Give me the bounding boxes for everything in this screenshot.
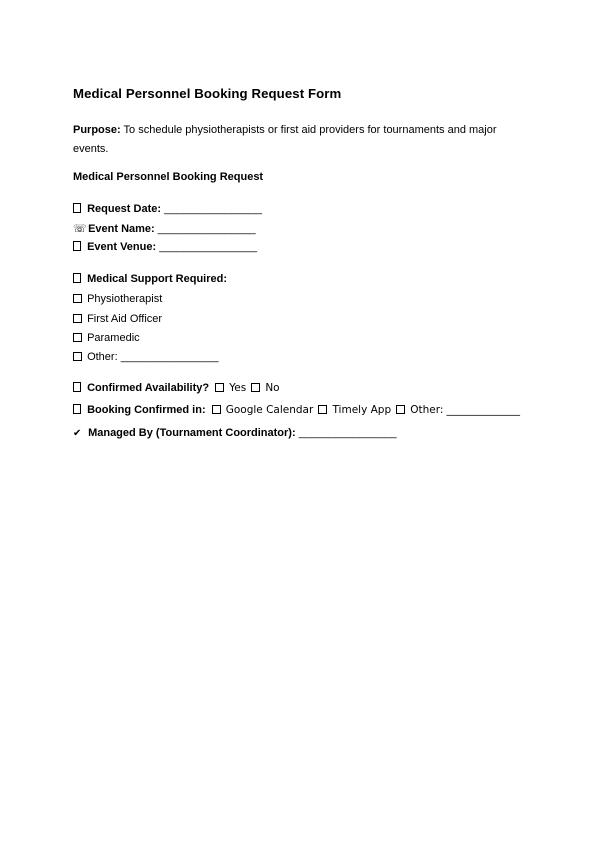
managed-by-field[interactable]: ________________ — [298, 427, 397, 439]
checkbox[interactable] — [73, 352, 82, 361]
page-title: Medical Personnel Booking Request Form — [73, 86, 342, 101]
medical-support-line — [73, 273, 227, 285]
option-label: Physiotherapist — [87, 293, 163, 305]
event-name-label: Event Name: — [88, 223, 155, 235]
request-date-field[interactable]: ________________ — [164, 203, 262, 215]
calendar-icon — [73, 203, 81, 213]
checkbox[interactable] — [73, 314, 82, 323]
option-label: Other: — [87, 351, 118, 363]
google-calendar-label: Google Calendar — [225, 404, 314, 416]
no-label: No — [265, 382, 280, 394]
request-date-label: Request Date: — [87, 203, 162, 215]
no-checkbox[interactable] — [251, 383, 260, 392]
option-label: First Aid Officer — [87, 313, 163, 325]
other-support-field[interactable]: ________________ — [120, 351, 219, 363]
telephone-icon: ☏ — [73, 222, 87, 235]
confirmed-availability-line — [73, 382, 280, 394]
availability-icon — [73, 382, 81, 392]
google-calendar-checkbox[interactable] — [212, 405, 221, 414]
timely-app-label: Timely App — [332, 404, 392, 416]
booking-icon — [73, 404, 81, 414]
purpose-paragraph — [73, 121, 533, 159]
managed-by-line — [73, 427, 397, 439]
support-option-other[interactable] — [73, 351, 219, 363]
other-booking-field[interactable]: ______________ — [446, 404, 520, 416]
checkbox[interactable] — [73, 333, 82, 342]
event-name-field[interactable]: ________________ — [157, 223, 256, 235]
event-venue-label: Event Venue: — [87, 241, 157, 253]
event-venue-line — [73, 241, 257, 253]
support-option-paramedic[interactable] — [73, 332, 140, 344]
support-option-first-aid-officer[interactable] — [73, 313, 162, 325]
request-date-line — [73, 203, 262, 215]
event-name-line — [73, 222, 256, 235]
check-mark-icon: ✔ — [73, 428, 82, 439]
checkbox[interactable] — [73, 294, 82, 303]
managed-by-label: Managed By (Tournament Coordinator): — [88, 427, 296, 439]
other-booking-checkbox[interactable] — [396, 405, 405, 414]
other-booking-label: Other: — [410, 404, 444, 416]
yes-label: Yes — [229, 382, 247, 394]
booking-confirmed-line — [73, 404, 520, 416]
timely-app-checkbox[interactable] — [318, 405, 327, 414]
medical-support-label: Medical Support Required: — [87, 273, 228, 285]
purpose-label: Purpose: — [73, 124, 121, 136]
purpose-text: To schedule physiotherapists or first aid providers for tournaments and major events. — [73, 124, 497, 155]
support-option-physiotherapist[interactable] — [73, 293, 162, 305]
booking-confirmed-label: Booking Confirmed in: — [87, 404, 206, 416]
section-heading: Medical Personnel Booking Request — [73, 171, 264, 183]
confirmed-availability-label: Confirmed Availability? — [87, 382, 210, 394]
yes-checkbox[interactable] — [215, 383, 224, 392]
medical-icon — [73, 273, 81, 283]
location-icon — [73, 241, 81, 251]
option-label: Paramedic — [87, 332, 140, 344]
event-venue-field[interactable]: ________________ — [159, 241, 258, 253]
